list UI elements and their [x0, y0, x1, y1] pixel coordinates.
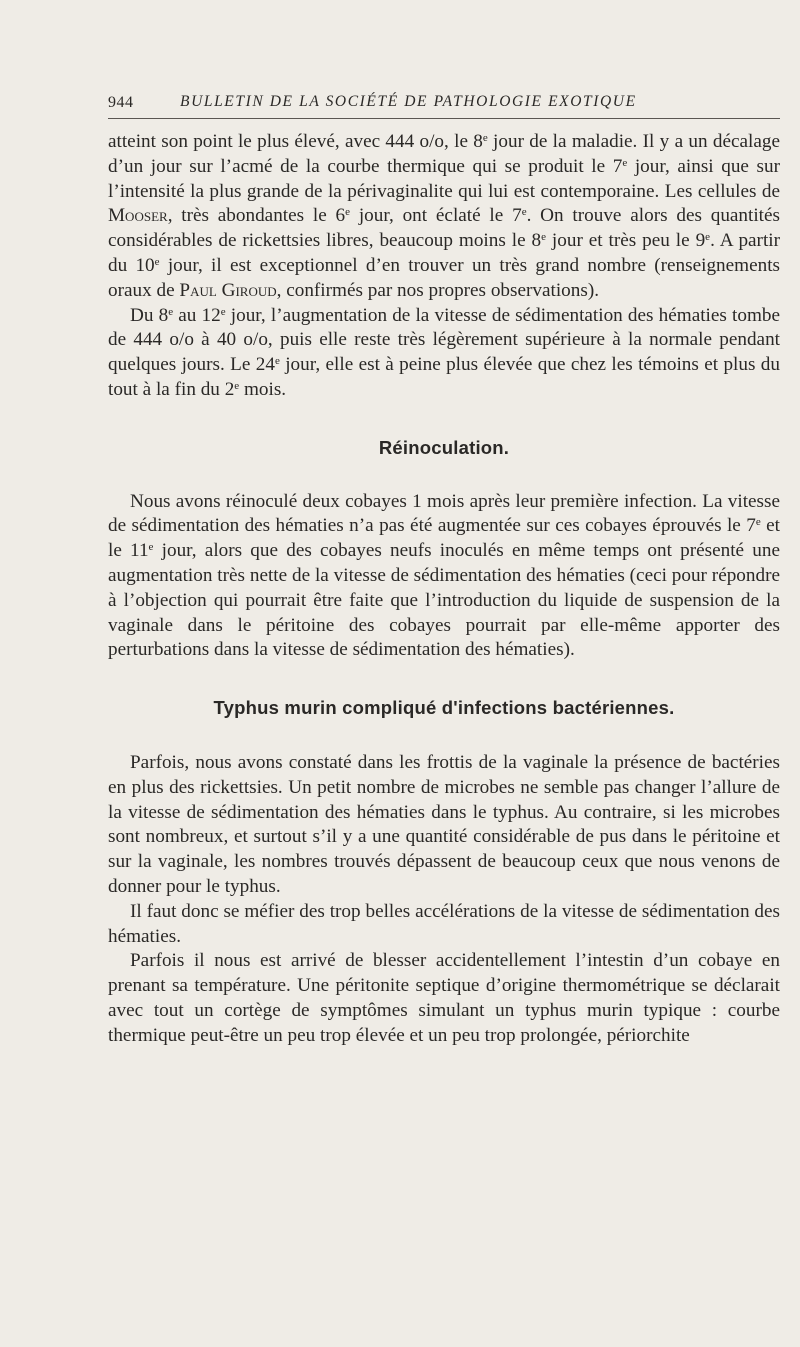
text-run: jour, elle est à peine plus élevée que chez les témoins et plus du tout à la fin du 2: [108, 354, 780, 400]
superscript: e: [168, 305, 174, 318]
paragraph-1: [108, 130, 780, 304]
superscript: e: [755, 516, 761, 529]
superscript: e: [541, 231, 546, 244]
superscript: e: [148, 541, 154, 554]
superscript: e: [154, 255, 160, 268]
text-run: jour, il est exceptionnel d’en trouver un très grand nombre (renseignements oraux de: [108, 254, 780, 301]
superscript: e: [705, 231, 711, 244]
text-run: atteint son point le plus élevé, avec 444 o/o, le 8: [108, 131, 483, 152]
text-run: jour, ont éclaté le 7: [350, 205, 522, 227]
paragraph-3: [108, 490, 780, 664]
section-title-reinoculation: Réinoculation.: [378, 436, 510, 458]
page-number: 944: [108, 94, 134, 111]
text-run: jour de la maladie. Il y a un décalage d’un jour sur l’acmé de la courbe thermique qui se produit le 7: [108, 131, 780, 177]
superscript: e: [482, 132, 488, 144]
text-run: Du 8: [130, 304, 169, 326]
text-run: jour, alors que des cobayes neufs inoculés en même temps ont présenté une augmentation très nette de la vitesse de sédimentation des hématies (ceci pour répondre à l’objection qui pourrait être faite que l’introduction du liquide de suspension de la vaginale dans le péritoine des cobayes pourrait par elle-même apporter des perturbations dans la vitesse de sédimentation des hématies).: [108, 540, 780, 661]
paragraph-2: [108, 304, 780, 403]
section-title-typhus-murin: Typhus murin compliqué d'infections bactériennes.: [213, 697, 675, 719]
text-run: , très abondantes le 6: [167, 205, 346, 227]
superscript: e: [521, 206, 527, 219]
text-run: mois.: [239, 378, 287, 400]
text-run: . On trouve alors des quantités considérables de rickettsies libres, beaucoup moins le 8: [108, 205, 780, 252]
article-body: [108, 130, 780, 1049]
text-run: Nous avons réinoculé deux cobayes 1 mois après leur première infection. La vitesse de sédimentation des hématies n’a pas été augmentée sur ces cobayes éprouvés le 7: [108, 490, 780, 537]
text-run: jour, l’augmentation de la vitesse de sédimentation des hématies tombe de 444 o/o à 40 o/o, puis elle reste très légèrement supérieure à la normale pendant quelques jours. Le 24: [108, 304, 780, 376]
text-run: , confirmés par nos propres observations).: [276, 279, 599, 301]
running-title: BULLETIN DE LA SOCIÉTÉ DE PATHOLOGIE EXOTIQUE: [180, 93, 637, 110]
author-name-giroud: Paul Giroud: [179, 279, 277, 301]
text-run: et le 11: [108, 515, 780, 562]
superscript: e: [622, 156, 628, 169]
paragraph-6: Parfois il nous est arrivé de blesser accidentellement l’intestin d’un cobaye en prenant sa température. Une péritonite septique d’origine thermométrique se déclarait avec tout un cortège de symptômes simulant un typhus murin typique : courbe thermique peut-être un peu trop élevée et un peu trop prolongée, périorchite: [108, 950, 780, 1046]
text-run: . A partir du 10: [108, 230, 781, 276]
page-header: [108, 92, 780, 119]
text-run: jour, ainsi que sur l’intensité la plus grande de la périvaginalite qui lui est contemporaine. Les cellules de: [108, 155, 780, 202]
superscript: e: [220, 305, 226, 318]
text-run: jour et très peu le 9: [546, 230, 706, 252]
paragraph-5: Il faut donc se méfier des trop belles accélérations de la vitesse de sédimentation des hématies.: [108, 900, 780, 947]
author-name-mooser: Mooser: [108, 205, 168, 227]
superscript: e: [274, 355, 280, 368]
paragraph-4: Parfois, nous avons constaté dans les frottis de la vaginale la présence de bactéries en plus des rickettsies. Un petit nombre de microbes ne semble pas changer l’allure de la vitesse de sédimentation des hématies dans le typhus. Au contraire, si les microbes sont nombreux, et surtout s’il y a une quantité considérable de pus dans le péritoine et sur la vaginale, les nombres trouvés dépassent de beaucoup ceux que nous venons de donner pour le typhus.: [108, 751, 780, 897]
superscript: e: [345, 206, 351, 219]
text-run: au 12: [173, 304, 221, 326]
superscript: e: [234, 379, 240, 392]
